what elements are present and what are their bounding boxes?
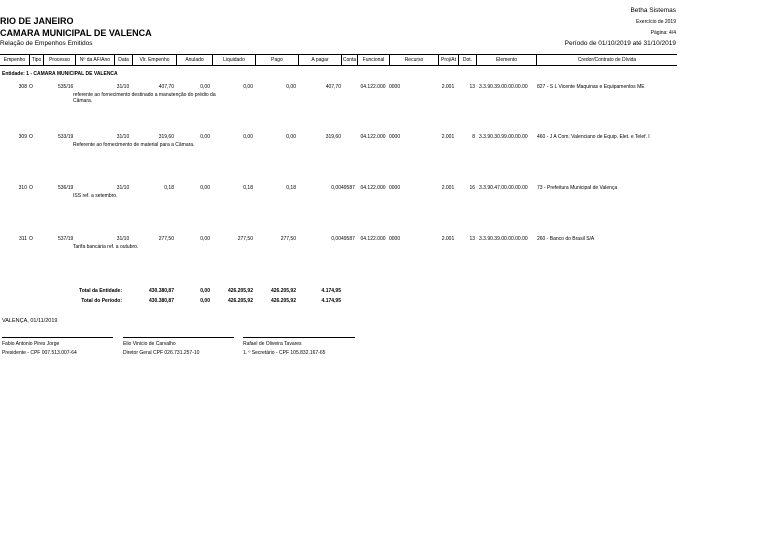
- cell-proj-at: 2.001: [441, 84, 455, 90]
- cell-processo: 535/16: [58, 84, 74, 90]
- signature-block: [123, 340, 199, 358]
- cell-recurso: 0000: [389, 134, 401, 140]
- cell-credor: 460 - J A Com. Valenciano de Equip. Elet. e Telef. I: [537, 134, 650, 140]
- total-pago: 426.205,92: [270, 288, 296, 294]
- exercise-year: Exercício de 2019: [635, 19, 676, 25]
- cell-pago: 277,50: [280, 236, 296, 242]
- organization-title: CAMARA MUNICIPAL DE VALENCA: [0, 28, 152, 38]
- cell-data: 31/10: [116, 84, 130, 90]
- cell-data: 31/10: [116, 185, 130, 191]
- row-description: Referente ao fornecimento de material para a Câmara.: [73, 142, 195, 148]
- cell-tipo: O: [29, 185, 33, 191]
- cell-anulado: 0,00: [200, 134, 210, 140]
- cell-processo: 533/19: [58, 134, 74, 140]
- col-a-pagar: A pagar: [298, 55, 341, 65]
- total-pago: 426.205,92: [270, 298, 296, 304]
- cell-tipo: O: [29, 236, 33, 242]
- cell-a-pagar: 0,00: [331, 185, 341, 191]
- cell-vlr-empenho: 277,50: [158, 236, 174, 242]
- cell-funcional: 04.122.000: [360, 84, 386, 90]
- cell-pago: 0,00: [286, 84, 296, 90]
- cell-proj-at: 2.001: [441, 236, 455, 242]
- cell-recurso: 0000: [389, 236, 401, 242]
- cell-recurso: 0000: [389, 185, 401, 191]
- total-liquidado: 426.205,92: [227, 288, 253, 294]
- col-data: Data: [114, 55, 132, 65]
- col-dot: Dot.: [458, 55, 476, 65]
- signatory-role: Diretor Geral CPF 026.731.257-10: [123, 350, 200, 356]
- col-vlr-empenho: Vlr. Empenho: [132, 55, 176, 65]
- entity-label: Entidade: 1 - CAMARA MUNICIPAL DE VALENCA: [2, 71, 118, 77]
- cell-vlr-empenho: 319,60: [158, 134, 174, 140]
- cell-a-pagar: 0,00: [331, 236, 341, 242]
- cell-credor: 73 - Prefeitura Municipal de Valença: [537, 185, 618, 191]
- cell-credor: 827 - S L Vicente Maquinas e Equipamentos ME: [537, 84, 645, 90]
- signature-block: [2, 340, 77, 358]
- cell-dot: 16: [469, 185, 475, 191]
- signatory-role: Presidente - CPF 007.513.007-64: [2, 350, 77, 356]
- col-credor: Credor/Contrato de Dívida: [536, 55, 677, 65]
- total-a-pagar: 4.174,95: [321, 298, 341, 304]
- cell-dot: 13: [469, 84, 475, 90]
- cell-elemento: 3.3.90.39.00.00.00.00: [479, 84, 528, 90]
- cell-pago: 0,00: [286, 134, 296, 140]
- col-proj-at: Proj/At: [438, 55, 458, 65]
- cell-empenho: 311: [19, 236, 27, 242]
- place-date: VALENÇA, 01/11/2019: [2, 318, 58, 324]
- total-vlr-empenho: 430.380,87: [148, 298, 174, 304]
- total-label: Total da Entidade:: [79, 288, 122, 294]
- report-period: Período de 01/10/2019 até 31/10/2019: [564, 40, 676, 47]
- col-elemento: Elemento: [476, 55, 536, 65]
- signatory-name: Fabio Antonio Pires Jorge: [2, 341, 60, 347]
- total-a-pagar: 4.174,95: [321, 288, 341, 294]
- cell-conta: 49587: [341, 185, 355, 191]
- col-pago: Pago: [255, 55, 298, 65]
- cell-liquidado: 0,00: [243, 134, 253, 140]
- total-label: Total do Período:: [81, 298, 122, 304]
- page-number: Página: 4/4: [650, 30, 676, 36]
- signatory-role: 1. º Secretário - CPF 105.832.167-65: [243, 350, 326, 356]
- cell-liquidado: 0,18: [243, 185, 253, 191]
- col-tipo: Tipo: [29, 55, 43, 65]
- signature-line: [123, 337, 234, 338]
- cell-pago: 0,18: [286, 185, 296, 191]
- cell-conta: 49587: [341, 236, 355, 242]
- cell-empenho: 310: [18, 185, 27, 191]
- cell-a-pagar: 407,70: [325, 84, 341, 90]
- cell-elemento: 3.3.90.30.99.00.00.00: [479, 134, 528, 140]
- col-processo: Processo: [43, 55, 75, 65]
- cell-tipo: O: [29, 84, 33, 90]
- row-description: referente ao fornecimento destinado a manutenção do prédio da Câmara.: [73, 92, 216, 104]
- cell-liquidado: 0,00: [243, 84, 253, 90]
- cell-proj-at: 2.001: [441, 185, 455, 191]
- cell-processo: 537/19: [58, 236, 74, 242]
- report-title: Relação de Empenhos Emitidos: [0, 40, 93, 47]
- cell-recurso: 0000: [389, 84, 401, 90]
- col-af-ano: Nº da AF/Ano: [75, 55, 114, 65]
- signature-line: [243, 337, 355, 338]
- cell-funcional: 04.122.000: [360, 134, 386, 140]
- cell-data: 31/10: [116, 134, 130, 140]
- cell-liquidado: 277,50: [237, 236, 253, 242]
- cell-vlr-empenho: 407,70: [158, 84, 174, 90]
- col-liquidado: Liquidado: [212, 55, 255, 65]
- cell-dot: 13: [469, 236, 475, 242]
- cell-anulado: 0,00: [200, 236, 210, 242]
- cell-elemento: 3.3.90.39.00.00.00.00: [479, 236, 528, 242]
- row-description: Tarifa bancária ref. a outubro.: [73, 244, 139, 250]
- company-name: Betha Sistemas: [630, 7, 676, 14]
- cell-anulado: 0,00: [200, 185, 210, 191]
- cell-funcional: 04.122.000: [360, 185, 386, 191]
- cell-data: 31/10: [116, 236, 130, 242]
- col-conta: Conta: [342, 57, 357, 63]
- cell-elemento: 3.3.90.47.00.00.00.00: [479, 185, 528, 191]
- row-description: ISS ref. a setembro.: [73, 193, 118, 199]
- state-title: RIO DE JANEIRO: [0, 16, 74, 26]
- signature-block: [243, 340, 325, 358]
- cell-vlr-empenho: 0,18: [164, 185, 174, 191]
- cell-funcional: 04.122.000: [360, 236, 386, 242]
- cell-dot: 8: [472, 134, 475, 140]
- cell-tipo: O: [29, 134, 33, 140]
- total-liquidado: 426.205,92: [227, 298, 253, 304]
- cell-empenho: 309: [18, 134, 27, 140]
- col-anulado: Anulado: [176, 55, 212, 65]
- cell-processo: 536/19: [58, 185, 74, 191]
- cell-credor: 260 - Banco do Brasil S/A: [537, 236, 595, 242]
- cell-anulado: 0,00: [200, 84, 210, 90]
- signatory-name: Elio Vinicio de Carvalho: [123, 341, 176, 347]
- signature-line: [2, 337, 113, 338]
- signatory-name: Rafael de Oliveira Tavares: [243, 341, 302, 347]
- col-empenho: Empenho: [3, 57, 26, 63]
- col-recurso: Recurso: [389, 55, 438, 65]
- total-vlr-empenho: 430.380,87: [148, 288, 174, 294]
- total-anulado: 0,00: [200, 298, 210, 304]
- total-anulado: 0,00: [200, 288, 210, 294]
- cell-empenho: 308: [18, 84, 27, 90]
- cell-proj-at: 2.001: [441, 134, 455, 140]
- col-funcional: Funcional: [357, 55, 389, 65]
- cell-a-pagar: 319,60: [325, 134, 341, 140]
- table-header: [0, 54, 677, 66]
